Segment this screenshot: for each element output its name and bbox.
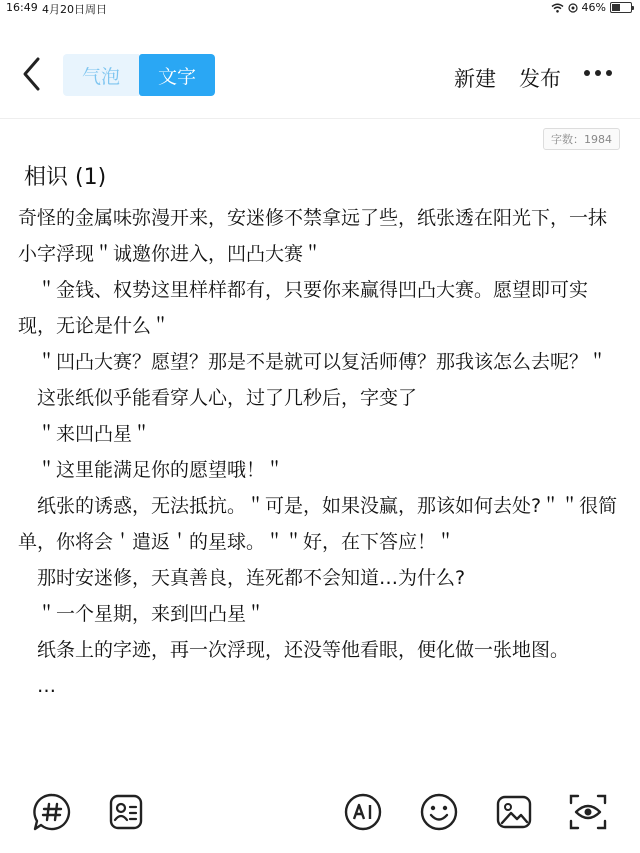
preview-button[interactable]	[568, 792, 608, 832]
location-icon	[568, 3, 578, 13]
paragraph: 纸张的诱惑，无法抵抗。＂可是，如果没赢，那该如何去处?＂＂很简单，你将会＇遣返＇的星球。＂＂好，在下答应！＂	[18, 495, 618, 553]
image-button[interactable]	[494, 792, 534, 832]
ai-button[interactable]	[343, 792, 383, 832]
paragraph: 纸条上的字迹，再一次浮现，还没等他看眼，便化做一张地图。	[18, 639, 570, 661]
paragraph: ＂凹凸大赛？愿望？那是不是就可以复活师傅？那我该怎么去呢？＂	[18, 351, 608, 373]
tab-text[interactable]: 文字	[139, 54, 215, 96]
profile-card-button[interactable]	[106, 792, 146, 832]
paragraph: 奇怪的金属味弥漫开来，安迷修不禁拿远了些，纸张透在阳光下，一抹小字浮现＂诚邀你进入，凹凸大赛＂	[18, 207, 608, 265]
preview-eye-icon	[568, 792, 608, 832]
mode-toggle	[63, 54, 215, 96]
wifi-icon	[551, 3, 564, 13]
image-icon	[494, 792, 534, 832]
battery-icon	[610, 2, 632, 13]
paragraph: ＂这里能满足你的愿望哦！＂	[18, 459, 285, 481]
more-dot-icon	[595, 70, 601, 76]
status-date: 4月20日周日	[42, 3, 107, 16]
profile-card-icon	[106, 792, 146, 832]
emoji-icon	[419, 792, 459, 832]
emoji-button[interactable]	[419, 792, 459, 832]
paragraph: …	[18, 675, 57, 697]
status-time: 16:49	[6, 1, 38, 14]
paragraph: ＂来凹凸星＂	[18, 423, 152, 445]
more-dot-icon	[584, 70, 590, 76]
editor-body[interactable]	[18, 200, 622, 704]
status-bar	[0, 0, 640, 18]
more-options-button[interactable]	[584, 70, 614, 80]
paragraph: 那时安迷修，天真善良，连死都不会知道…为什么?	[18, 567, 466, 589]
battery-percent: 46%	[581, 1, 606, 14]
paragraph: ＂金钱、权势这里样样都有，只要你来赢得凹凸大赛。愿望即可实现，无论是什么＂	[18, 279, 589, 337]
tab-bubble[interactable]: 气泡	[63, 54, 139, 96]
nav-divider	[0, 118, 640, 119]
more-dot-icon	[606, 70, 612, 76]
new-button[interactable]: 新建	[454, 67, 496, 91]
chevron-left-icon	[18, 56, 48, 92]
document-title[interactable]: 相识 (1)	[24, 165, 107, 190]
back-button[interactable]	[18, 56, 48, 92]
hashtag-icon	[32, 792, 72, 832]
publish-button[interactable]: 发布	[519, 67, 561, 91]
status-icons	[551, 1, 632, 14]
word-count-badge: 字数：1984	[543, 128, 620, 150]
hashtag-button[interactable]	[32, 792, 72, 832]
paragraph: ＂一个星期，来到凹凸星＂	[18, 603, 266, 625]
ai-icon	[343, 792, 383, 832]
nav-bar	[0, 44, 640, 106]
bottom-toolbar	[0, 786, 640, 836]
paragraph: 这张纸似乎能看穿人心，过了几秒后，字变了	[18, 387, 418, 409]
